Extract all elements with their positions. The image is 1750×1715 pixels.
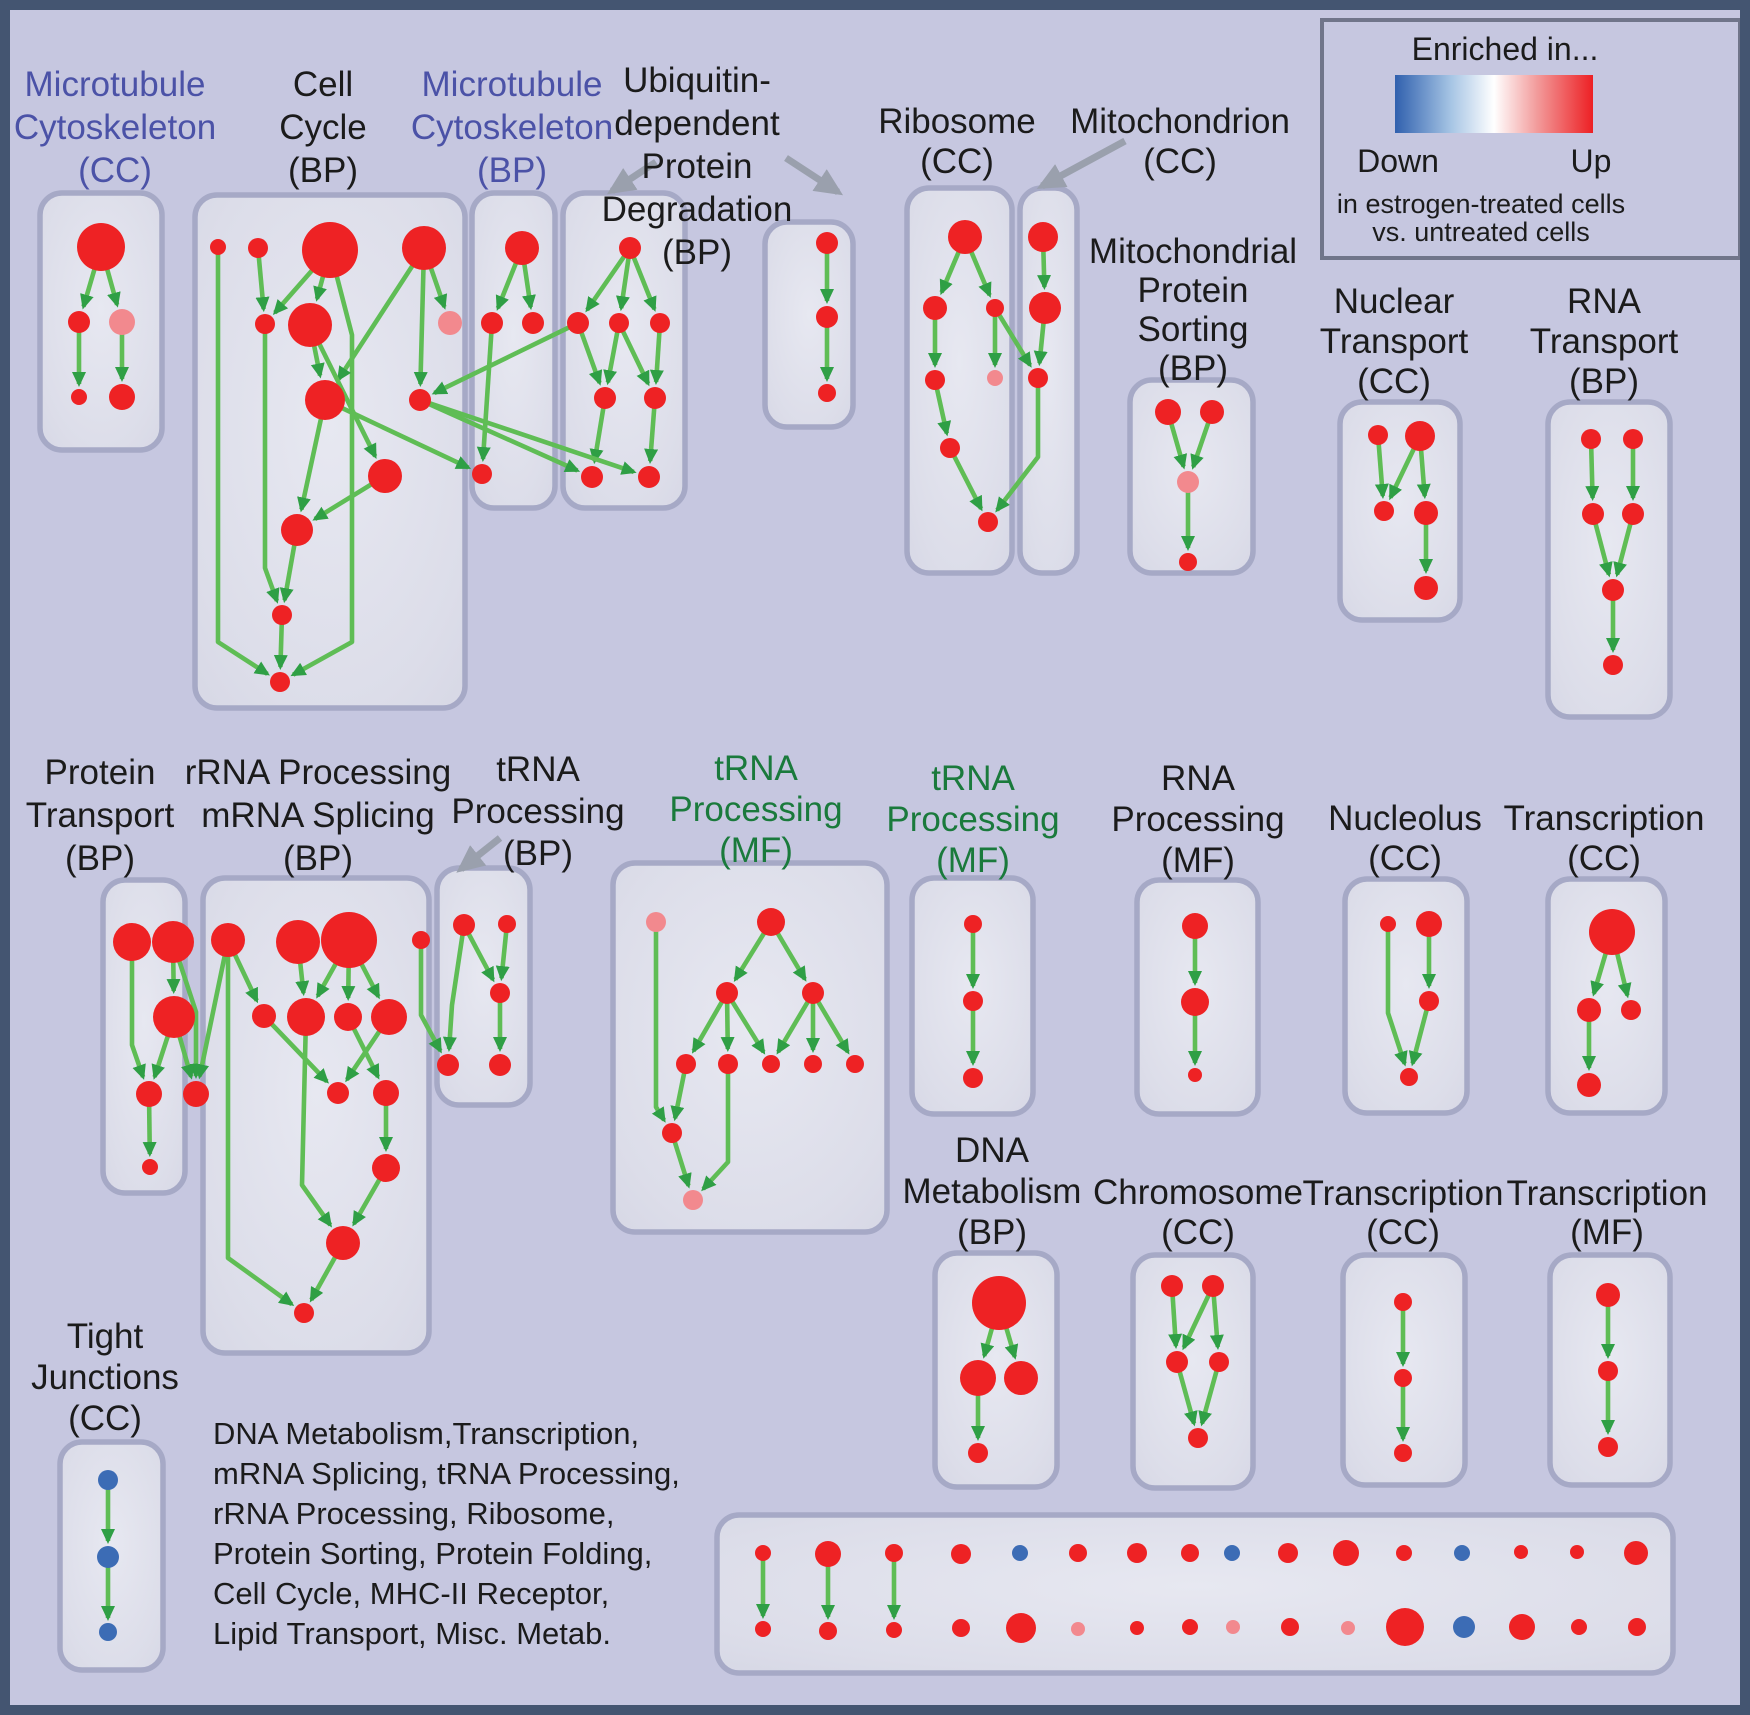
go-term-node [1622, 503, 1644, 525]
group-label-microtubule-cytoskeleton-cc: Cytoskeleton [13, 108, 217, 147]
go-term-node [1577, 1073, 1601, 1097]
group-label-cell-cycle-bp: Cell [292, 65, 354, 104]
go-term-node [453, 914, 475, 936]
group-label-nuclear-transport-cc: Transport [1319, 322, 1469, 361]
go-term-node [1182, 1619, 1198, 1635]
go-term-node [815, 1541, 841, 1567]
go-term-node [952, 1619, 970, 1637]
go-term-node [1598, 1361, 1618, 1381]
cluster-summary-line: rRNA Processing, Ribosome, [213, 1496, 615, 1531]
group-label-protein-transport-bp: (BP) [65, 839, 135, 878]
go-term-node [1509, 1614, 1535, 1640]
group-label-protein-transport-bp: Transport [25, 796, 175, 835]
go-term-node [1419, 991, 1439, 1011]
go-term-node [968, 1443, 988, 1463]
go-term-node [567, 312, 589, 334]
go-term-node [972, 1276, 1026, 1330]
group-label-microtubule-cytoskeleton-bp: (BP) [477, 151, 547, 190]
go-term-node [327, 1082, 349, 1104]
go-term-node [1624, 1541, 1648, 1565]
go-term-node [438, 311, 462, 335]
group-box-chromosome-cc [1133, 1255, 1253, 1488]
group-label-rna-processing-mf: (MF) [1161, 841, 1235, 880]
go-term-node [1380, 916, 1396, 932]
go-term-node [755, 1545, 771, 1561]
go-term-node [1130, 1621, 1144, 1635]
group-label-mitochondrial-protein-sorting-bp: Protein [1137, 271, 1249, 310]
go-term-node [846, 1055, 864, 1073]
group-label-trna-processing-mf-large: Processing [669, 790, 843, 829]
cluster-summary-line: Cell Cycle, MHC-II Receptor, [213, 1576, 610, 1611]
go-term-node [819, 1622, 837, 1640]
go-term-node [210, 239, 226, 255]
group-label-rna-processing-mf: RNA [1161, 759, 1235, 798]
go-term-node [489, 1054, 511, 1076]
go-term-node [816, 232, 838, 254]
go-term-node [1581, 429, 1601, 449]
cluster-summary-line: mRNA Splicing, tRNA Processing, [213, 1456, 680, 1491]
group-label-transcription-cc-upper: Transcription [1503, 799, 1705, 838]
group-label-transcription-cc-upper: (CC) [1567, 839, 1641, 878]
group-label-cell-cycle-bp: (BP) [288, 151, 358, 190]
go-term-node [1028, 222, 1058, 252]
group-label-trna-processing-mf-large: (MF) [719, 831, 793, 870]
go-term-node [490, 983, 510, 1003]
go-term-node [762, 1055, 780, 1073]
go-term-node [372, 1154, 400, 1182]
go-term-node [1394, 1369, 1412, 1387]
group-label-microtubule-cytoskeleton-cc: (CC) [78, 151, 152, 190]
go-term-node [371, 999, 407, 1035]
go-term-node [1226, 1620, 1240, 1634]
go-term-node [373, 1080, 399, 1106]
go-term-node [472, 464, 492, 484]
group-label-mitochondrial-protein-sorting-bp: Sorting [1137, 310, 1249, 349]
group-label-tight-junctions-cc: Junctions [31, 1358, 179, 1397]
go-term-node [940, 438, 960, 458]
group-label-rrna-processing-mrna-splicing-bp: (BP) [283, 839, 353, 878]
group-label-tight-junctions-cc: (CC) [68, 1399, 142, 1438]
go-term-node [1596, 1283, 1620, 1307]
group-label-microtubule-cytoskeleton-bp: Cytoskeleton [410, 108, 614, 147]
go-term-node [964, 915, 982, 933]
go-term-node [1341, 1621, 1355, 1635]
go-term-node [1161, 1275, 1183, 1297]
go-term-node [294, 1303, 314, 1323]
group-label-rna-transport-bp: Transport [1529, 322, 1679, 361]
go-term-node [662, 1123, 682, 1143]
go-term-node [109, 309, 135, 335]
group-label-rrna-processing-mrna-splicing-bp: rRNA Processing [184, 753, 452, 792]
go-term-node [276, 920, 320, 964]
go-term-node [97, 1546, 119, 1568]
go-term-node [252, 1004, 276, 1028]
group-label-ubiquitin-dependent-protein-degradation-bp: Protein [641, 147, 753, 186]
group-label-nuclear-transport-cc: Nuclear [1333, 282, 1455, 321]
go-term-node [1202, 1275, 1224, 1297]
go-term-node [505, 231, 539, 265]
group-label-transcription-mf: (MF) [1570, 1213, 1644, 1252]
group-label-ubiquitin-dependent-protein-degradation-bp: Ubiquitin- [623, 61, 771, 100]
group-label-transcription-cc-lower: (CC) [1366, 1213, 1440, 1252]
group-label-rna-transport-bp: RNA [1567, 282, 1641, 321]
group-label-mitochondrion-cc: Mitochondrion [1070, 102, 1290, 141]
group-box-ubiquitin-degradation-bp-2 [765, 222, 853, 427]
go-term-node [1281, 1618, 1299, 1636]
go-term-node [113, 923, 151, 961]
go-term-node [925, 370, 945, 390]
group-label-trna-processing-bp: Processing [451, 792, 625, 831]
go-term-node [522, 312, 544, 334]
go-term-node [581, 466, 603, 488]
go-term-node [1416, 911, 1442, 937]
go-term-node [646, 912, 666, 932]
cluster-summary-line: Lipid Transport, Misc. Metab. [213, 1616, 611, 1651]
group-label-trna-processing-bp: tRNA [496, 750, 580, 789]
cluster-summary-line: Protein Sorting, Protein Folding, [213, 1536, 653, 1571]
go-term-node [68, 311, 90, 333]
go-term-node [1200, 400, 1224, 424]
go-term-node [1453, 1616, 1475, 1638]
go-term-node [1400, 1068, 1418, 1086]
go-term-node [886, 1622, 902, 1638]
go-term-node [650, 313, 670, 333]
go-term-node [683, 1190, 703, 1210]
group-label-nuclear-transport-cc: (CC) [1357, 362, 1431, 401]
go-term-node [923, 296, 947, 320]
go-term-node [1006, 1613, 1036, 1643]
go-term-node [755, 1621, 771, 1637]
group-label-tight-junctions-cc: Tight [66, 1317, 144, 1356]
go-term-node [1396, 1545, 1412, 1561]
go-term-node [1278, 1543, 1298, 1563]
go-term-node [287, 998, 325, 1036]
go-term-node [1333, 1540, 1359, 1566]
go-term-node [270, 672, 290, 692]
go-term-node [804, 1055, 822, 1073]
go-term-node [1182, 913, 1208, 939]
go-term-node [885, 1544, 903, 1562]
group-label-ubiquitin-dependent-protein-degradation-bp: Degradation [601, 190, 793, 229]
group-label-ubiquitin-dependent-protein-degradation-bp: dependent [614, 104, 780, 143]
group-label-chromosome-cc: (CC) [1161, 1213, 1235, 1252]
go-term-node [1188, 1428, 1208, 1448]
group-label-chromosome-cc: Chromosome [1092, 1173, 1304, 1212]
go-term-node [1570, 1545, 1584, 1559]
group-label-ubiquitin-dependent-protein-degradation-bp: (BP) [662, 233, 732, 272]
go-term-node [987, 370, 1003, 386]
go-term-node [1414, 576, 1438, 600]
legend-gradient-bar [1395, 75, 1593, 133]
go-term-node [963, 991, 983, 1011]
group-label-mitochondrion-cc: (CC) [1143, 142, 1217, 181]
go-term-node [676, 1054, 696, 1074]
go-term-node [1374, 501, 1394, 521]
group-label-transcription-cc-lower: Transcription [1302, 1174, 1504, 1213]
go-term-node [272, 605, 292, 625]
go-term-node [1414, 501, 1438, 525]
group-label-ribosome-cc: (CC) [920, 142, 994, 181]
go-term-node [1394, 1293, 1412, 1311]
go-term-node [153, 996, 195, 1038]
go-term-node [409, 389, 431, 411]
go-term-node [644, 387, 666, 409]
group-label-rrna-processing-mrna-splicing-bp: mRNA Splicing [201, 796, 435, 835]
go-term-node [1224, 1545, 1240, 1561]
group-label-mitochondrial-protein-sorting-bp: (BP) [1158, 349, 1228, 388]
go-term-node [302, 222, 358, 278]
group-label-nucleolus-cc: Nucleolus [1328, 799, 1482, 838]
go-term-node [757, 908, 785, 936]
go-term-node [716, 982, 738, 1004]
go-term-node [498, 915, 516, 933]
go-term-node [951, 1544, 971, 1564]
go-term-node [142, 1159, 158, 1175]
cluster-summary-line: DNA Metabolism,Transcription, [213, 1416, 640, 1451]
go-term-node [99, 1623, 117, 1641]
go-term-node [211, 923, 245, 957]
go-term-node [963, 1068, 983, 1088]
go-term-node [437, 1054, 459, 1076]
go-term-node [183, 1081, 209, 1107]
go-term-node [1127, 1543, 1147, 1563]
go-term-node [818, 384, 836, 402]
go-term-node [1179, 553, 1197, 571]
group-label-trna-processing-mf-small: tRNA [931, 759, 1015, 798]
group-label-transcription-mf: Transcription [1506, 1174, 1708, 1213]
go-term-node [305, 380, 345, 420]
legend-up-label: Up [1570, 143, 1612, 179]
group-label-nucleolus-cc: (CC) [1368, 839, 1442, 878]
go-term-node [248, 238, 268, 258]
go-term-node [594, 387, 616, 409]
go-term-node [412, 931, 430, 949]
go-term-node [1571, 1619, 1587, 1635]
group-box-misc-clusters [717, 1515, 1673, 1673]
go-term-node [1394, 1444, 1412, 1462]
go-term-node [1166, 1351, 1188, 1373]
group-label-trna-processing-bp: (BP) [503, 834, 573, 873]
go-term-node [1589, 909, 1635, 955]
group-label-mitochondrial-protein-sorting-bp: Mitochondrial [1088, 232, 1298, 271]
go-term-node [960, 1360, 996, 1396]
go-term-node [1598, 1437, 1618, 1457]
go-term-node [77, 223, 125, 271]
group-box-nuclear-transport-cc [1340, 402, 1460, 620]
go-term-node [638, 466, 660, 488]
go-term-node [481, 312, 503, 334]
legend [1322, 20, 1740, 258]
go-term-node [109, 384, 135, 410]
go-term-node [1405, 421, 1435, 451]
go-term-node [1577, 998, 1601, 1022]
go-term-node [1623, 429, 1643, 449]
group-label-microtubule-cytoskeleton-cc: Microtubule [24, 65, 206, 104]
go-term-node [986, 299, 1004, 317]
go-term-node [1454, 1545, 1470, 1561]
go-term-node [948, 220, 982, 254]
go-term-node [1602, 579, 1624, 601]
go-term-node [978, 512, 998, 532]
go-term-node [1188, 1068, 1202, 1082]
go-term-node [321, 912, 377, 968]
group-label-rna-transport-bp: (BP) [1569, 362, 1639, 401]
go-term-node [1603, 655, 1623, 675]
go-term-node [71, 389, 87, 405]
go-term-node [1209, 1352, 1229, 1372]
go-term-node [1177, 471, 1199, 493]
legend-subtitle-line2: vs. untreated cells [1372, 217, 1590, 247]
group-label-dna-metabolism-bp: DNA [955, 1131, 1029, 1170]
go-term-node [1386, 1608, 1424, 1646]
go-term-node [326, 1226, 360, 1260]
go-term-node [334, 1003, 362, 1031]
group-label-dna-metabolism-bp: Metabolism [902, 1172, 1082, 1211]
legend-title: Enriched in... [1411, 31, 1599, 67]
group-label-dna-metabolism-bp: (BP) [957, 1213, 1027, 1252]
go-term-node [1069, 1544, 1087, 1562]
go-term-node [152, 921, 194, 963]
go-term-node [619, 237, 641, 259]
group-label-rna-processing-mf: Processing [1111, 800, 1285, 839]
legend-down-label: Down [1357, 143, 1439, 179]
go-term-node [1514, 1545, 1528, 1559]
group-label-trna-processing-mf-small: (MF) [936, 841, 1010, 880]
group-label-trna-processing-mf-small: Processing [886, 800, 1060, 839]
go-term-node [1628, 1618, 1646, 1636]
go-term-node [1181, 988, 1209, 1016]
go-term-node [136, 1081, 162, 1107]
go-term-node [402, 226, 446, 270]
go-term-node [1368, 425, 1388, 445]
group-label-protein-transport-bp: Protein [44, 753, 156, 792]
go-term-node [368, 459, 402, 493]
go-term-node [288, 303, 332, 347]
go-term-node [1004, 1361, 1038, 1395]
go-term-node [98, 1470, 118, 1490]
go-term-node [1621, 1000, 1641, 1020]
legend-subtitle-line1: in estrogen-treated cells [1336, 189, 1626, 219]
group-label-trna-processing-mf-large: tRNA [714, 749, 798, 788]
group-label-cell-cycle-bp: Cycle [279, 108, 367, 147]
go-term-node [802, 982, 824, 1004]
go-term-node [1071, 1622, 1085, 1636]
go-term-node [255, 314, 275, 334]
go-term-node [718, 1054, 738, 1074]
go-term-node [609, 313, 629, 333]
go-term-node [1155, 399, 1181, 425]
go-term-node [816, 306, 838, 328]
group-label-ribosome-cc: Ribosome [878, 102, 1036, 141]
group-label-microtubule-cytoskeleton-bp: Microtubule [421, 65, 603, 104]
go-term-node [1029, 292, 1061, 324]
go-term-node [281, 514, 313, 546]
go-term-node [1028, 368, 1048, 388]
go-term-node [1012, 1545, 1028, 1561]
go-term-node [1181, 1544, 1199, 1562]
go-term-node [1582, 503, 1604, 525]
